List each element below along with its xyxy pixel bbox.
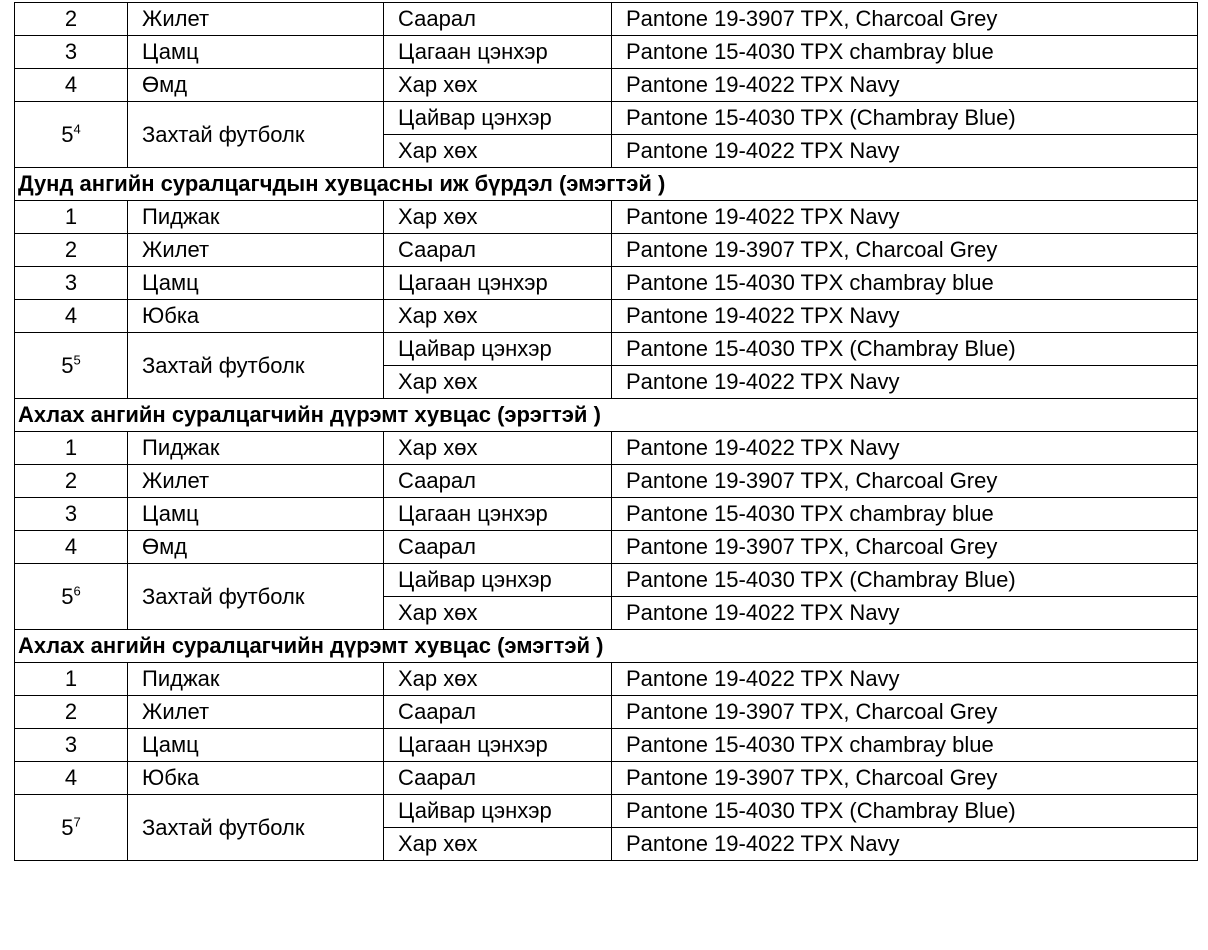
table-row — [15, 3, 1198, 36]
row-number-value: 5 — [61, 814, 74, 840]
color-name: Саарал — [384, 234, 612, 267]
uniform-table-body — [15, 3, 1198, 861]
garment-name: Пиджак — [128, 663, 384, 696]
color-name: Хар хөх — [384, 69, 612, 102]
pantone-code: Pantone 19-4022 TPX Navy — [612, 135, 1198, 168]
table-row — [15, 201, 1198, 234]
color-name: Цайвар цэнхэр — [384, 102, 612, 135]
garment-name: Жилет — [128, 465, 384, 498]
pantone-code: Pantone 15-4030 TPX chambray blue — [612, 498, 1198, 531]
section-title: Ахлах ангийн суралцагчийн дүрэмт хувцас (эрэгтэй ) — [15, 399, 1198, 432]
footnote-marker: 5 — [73, 352, 81, 368]
pantone-code: Pantone 15-4030 TPX chambray blue — [612, 267, 1198, 300]
table-row — [15, 36, 1198, 69]
pantone-code: Pantone 15-4030 TPX chambray blue — [612, 729, 1198, 762]
section-header-row — [15, 630, 1198, 663]
color-name: Хар хөх — [384, 366, 612, 399]
pantone-code: Pantone 19-3907 TPX, Charcoal Grey — [612, 3, 1198, 36]
row-number — [15, 102, 128, 168]
color-name: Саарал — [384, 465, 612, 498]
pantone-code: Pantone 15-4030 TPX (Chambray Blue) — [612, 564, 1198, 597]
garment-name: Цамц — [128, 267, 384, 300]
table-row — [15, 564, 1198, 597]
pantone-code: Pantone 19-4022 TPX Navy — [612, 432, 1198, 465]
garment-name: Юбка — [128, 300, 384, 333]
table-row — [15, 762, 1198, 795]
footnote-marker: 6 — [73, 583, 81, 599]
garment-name: Өмд — [128, 531, 384, 564]
row-number — [15, 564, 128, 630]
garment-name: Захтай футболк — [128, 795, 384, 861]
garment-name: Захтай футболк — [128, 102, 384, 168]
table-row — [15, 432, 1198, 465]
color-name: Цайвар цэнхэр — [384, 564, 612, 597]
pantone-code: Pantone 15-4030 TPX (Chambray Blue) — [612, 333, 1198, 366]
pantone-code: Pantone 19-4022 TPX Navy — [612, 300, 1198, 333]
color-name: Хар хөх — [384, 432, 612, 465]
color-name: Хар хөх — [384, 663, 612, 696]
section-header-row — [15, 399, 1198, 432]
uniform-color-table — [14, 2, 1198, 861]
garment-name: Өмд — [128, 69, 384, 102]
row-number: 1 — [15, 432, 128, 465]
table-row — [15, 465, 1198, 498]
row-number: 3 — [15, 36, 128, 69]
garment-name: Жилет — [128, 696, 384, 729]
pantone-code: Pantone 15-4030 TPX (Chambray Blue) — [612, 102, 1198, 135]
footnote-marker: 7 — [73, 814, 81, 830]
row-number: 4 — [15, 762, 128, 795]
footnote-marker: 4 — [73, 121, 81, 137]
row-number: 4 — [15, 300, 128, 333]
color-name: Хар хөх — [384, 597, 612, 630]
color-name: Цагаан цэнхэр — [384, 498, 612, 531]
row-number: 4 — [15, 69, 128, 102]
row-number: 3 — [15, 729, 128, 762]
pantone-code: Pantone 19-4022 TPX Navy — [612, 201, 1198, 234]
color-name: Цагаан цэнхэр — [384, 729, 612, 762]
color-name: Саарал — [384, 762, 612, 795]
color-name: Цагаан цэнхэр — [384, 36, 612, 69]
garment-name: Пиджак — [128, 201, 384, 234]
pantone-code: Pantone 19-4022 TPX Navy — [612, 366, 1198, 399]
row-number-value: 5 — [61, 121, 74, 147]
garment-name: Жилет — [128, 234, 384, 267]
row-number-value: 5 — [61, 583, 74, 609]
color-name: Саарал — [384, 531, 612, 564]
garment-name: Захтай футболк — [128, 564, 384, 630]
table-row — [15, 696, 1198, 729]
garment-name: Цамц — [128, 498, 384, 531]
color-name: Саарал — [384, 696, 612, 729]
table-row — [15, 729, 1198, 762]
garment-name: Жилет — [128, 3, 384, 36]
row-number — [15, 333, 128, 399]
pantone-code: Pantone 19-4022 TPX Navy — [612, 597, 1198, 630]
pantone-code: Pantone 19-3907 TPX, Charcoal Grey — [612, 234, 1198, 267]
color-name: Цайвар цэнхэр — [384, 333, 612, 366]
color-name: Хар хөх — [384, 135, 612, 168]
pantone-code: Pantone 19-3907 TPX, Charcoal Grey — [612, 762, 1198, 795]
row-number-value: 5 — [61, 352, 74, 378]
table-row — [15, 234, 1198, 267]
pantone-code: Pantone 19-4022 TPX Navy — [612, 663, 1198, 696]
row-number — [15, 795, 128, 861]
garment-name: Цамц — [128, 729, 384, 762]
garment-name: Захтай футболк — [128, 333, 384, 399]
color-name: Саарал — [384, 3, 612, 36]
garment-name: Пиджак — [128, 432, 384, 465]
pantone-code: Pantone 19-4022 TPX Navy — [612, 828, 1198, 861]
row-number: 3 — [15, 267, 128, 300]
table-row — [15, 663, 1198, 696]
table-row — [15, 531, 1198, 564]
table-row — [15, 300, 1198, 333]
garment-name: Цамц — [128, 36, 384, 69]
table-row — [15, 102, 1198, 135]
color-name: Хар хөх — [384, 828, 612, 861]
pantone-code: Pantone 19-3907 TPX, Charcoal Grey — [612, 531, 1198, 564]
pantone-code: Pantone 19-3907 TPX, Charcoal Grey — [612, 465, 1198, 498]
pantone-code: Pantone 15-4030 TPX chambray blue — [612, 36, 1198, 69]
table-row — [15, 69, 1198, 102]
pantone-code: Pantone 19-3907 TPX, Charcoal Grey — [612, 696, 1198, 729]
row-number: 2 — [15, 3, 128, 36]
color-name: Хар хөх — [384, 300, 612, 333]
row-number: 1 — [15, 201, 128, 234]
row-number: 3 — [15, 498, 128, 531]
row-number: 2 — [15, 234, 128, 267]
table-row — [15, 333, 1198, 366]
section-title: Ахлах ангийн суралцагчийн дүрэмт хувцас (эмэгтэй ) — [15, 630, 1198, 663]
table-row — [15, 267, 1198, 300]
color-name: Хар хөх — [384, 201, 612, 234]
row-number: 2 — [15, 465, 128, 498]
section-title: Дунд ангийн суралцагчдын хувцасны иж бүрдэл (эмэгтэй ) — [15, 168, 1198, 201]
table-row — [15, 498, 1198, 531]
garment-name: Юбка — [128, 762, 384, 795]
color-name: Цайвар цэнхэр — [384, 795, 612, 828]
pantone-code: Pantone 15-4030 TPX (Chambray Blue) — [612, 795, 1198, 828]
color-name: Цагаан цэнхэр — [384, 267, 612, 300]
row-number: 4 — [15, 531, 128, 564]
row-number: 2 — [15, 696, 128, 729]
row-number: 1 — [15, 663, 128, 696]
section-header-row — [15, 168, 1198, 201]
pantone-code: Pantone 19-4022 TPX Navy — [612, 69, 1198, 102]
table-row — [15, 795, 1198, 828]
